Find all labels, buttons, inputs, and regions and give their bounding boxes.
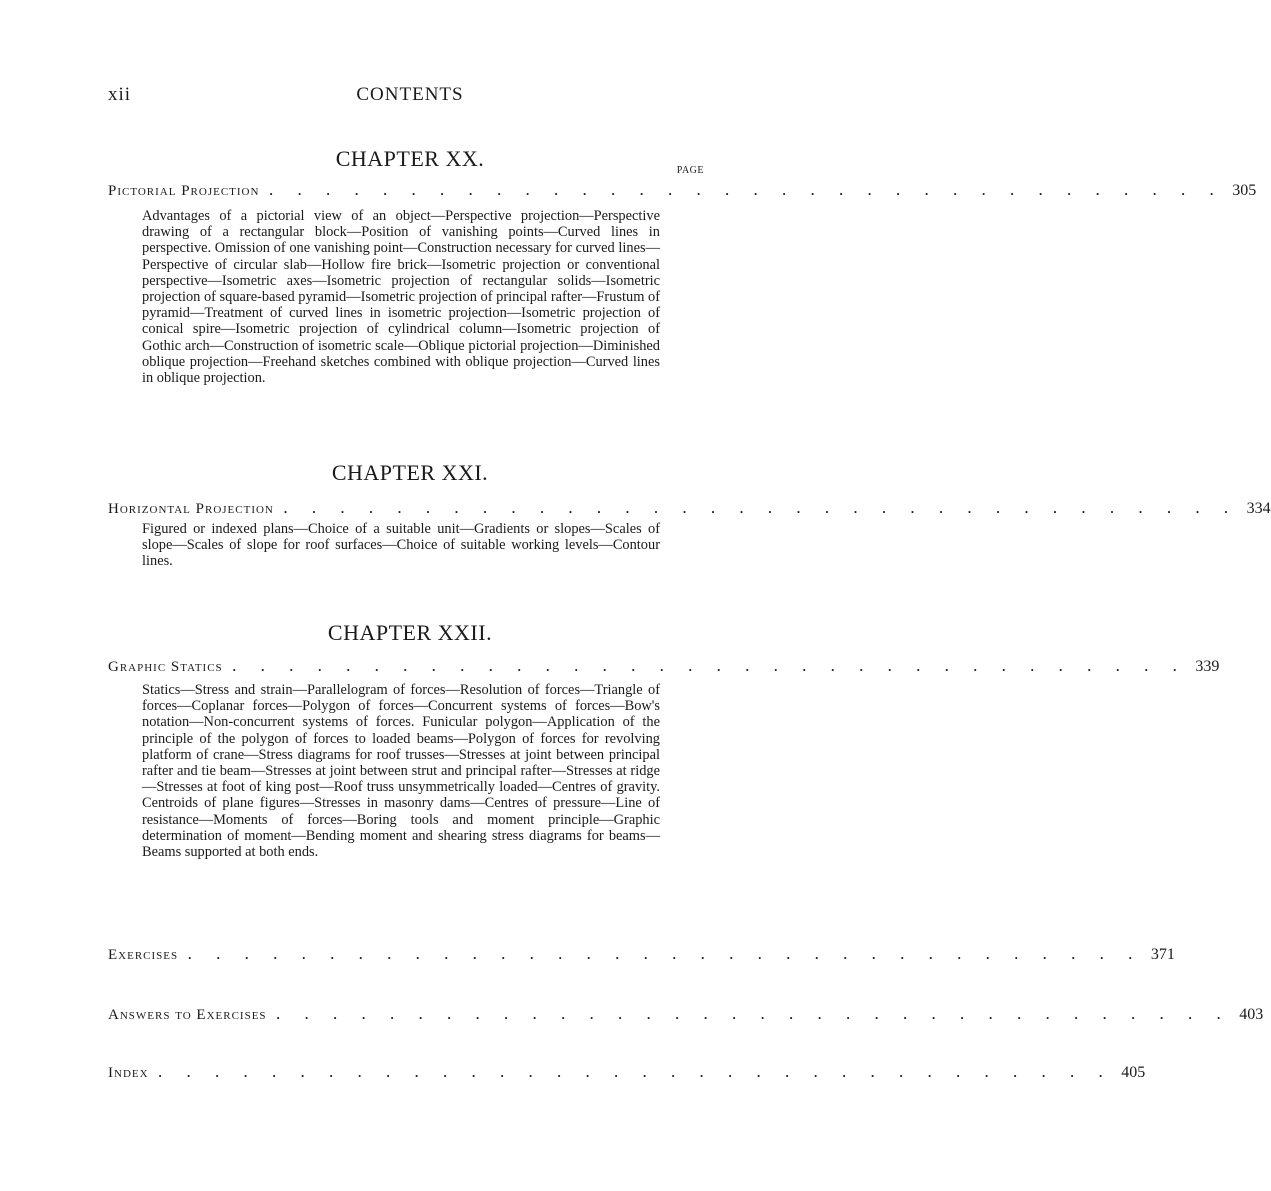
toc-entry-title: Pictorial Projection xyxy=(108,183,260,199)
toc-entry-title: Index xyxy=(108,1065,149,1081)
toc-entry[interactable] xyxy=(108,182,1257,204)
running-head: CONTENTS xyxy=(356,84,464,105)
dot-leader: . . . . . . . . . . . . . . . . . . . . . . . . . . . . . . . . . . xyxy=(283,501,1239,516)
chapter-summary: Advantages of a pictorial view of an object—Perspective projection—Perspective drawing of a rectangular block—Position of vanishing points—Curved lines in perspective. Omission of one vanishing point—Construction necessary for curved lines—Perspective of circular slab—Hollow fire brick—Isometric projection or conventional perspective—Isometric axes—Isometric projection of rectangular solids—Isometric projection of square-based pyramid—Isometric projection of principal rafter—Frustum of pyramid—Treatment of curved lines in isometric projection—Isometric projection of conical spire—Isometric projection of cylindrical column—Isometric projection of Gothic arch—Construction of isometric scale—Oblique pictorial projection—Diminished oblique projection—Freehand sketches combined with oblique projection—Curved lines in oblique projection. xyxy=(142,208,660,387)
toc-entry-page: 305 xyxy=(1232,182,1257,199)
toc-entry-exercises[interactable] xyxy=(108,946,1175,968)
toc-entry-title: Exercises xyxy=(108,947,179,963)
toc-entry-title: Horizontal Projection xyxy=(108,501,274,517)
chapter-heading: CHAPTER XX. xyxy=(335,146,485,171)
toc-entry-page: 371 xyxy=(1150,946,1175,963)
folio: xii xyxy=(108,84,132,105)
chapter-summary: Statics—Stress and strain—Parallelogram of forces—Resolution of forces—Triangle of forces—Coplanar forces—Polygon of forces—Concurrent systems of forces—Bow's notation—Non-concurrent systems of forces. Funicular polygon—Application of the principle of the polygon of forces to loaded beams—Polygon of forces for revolving platform of crane—Stress diagrams for roof trusses—Stresses at joint between principal rafter and tie beam—Stresses at joint between strut and principal rafter—Stresses at ridge—Stresses at foot of king post—Roof truss unsymmetrically loaded—Centres of gravity. Centroids of plane figures—Stresses in masonry dams—Centres of pressure—Line of resistance—Moments of forces—Boring tools and moment principle—Graphic determination of moment—Bending moment and shearing stress diagrams for beams—Beams supported at both ends. xyxy=(142,682,660,861)
toc-entry-page: 334 xyxy=(1246,500,1271,517)
toc-entry-index[interactable] xyxy=(108,1064,1146,1086)
dot-leader: . . . . . . . . . . . . . . . . . . . . . . . . . . . . . . . . . . xyxy=(158,1065,1114,1080)
toc-entry-title: Graphic Statics xyxy=(108,659,223,675)
toc-entry-page: 403 xyxy=(1239,1006,1264,1023)
toc-entry[interactable] xyxy=(108,500,1271,522)
dot-leader: . . . . . . . . . . . . . . . . . . . . . . . . . . . . . . . . . . xyxy=(188,947,1143,962)
chapter-heading: CHAPTER XXII. xyxy=(327,620,493,645)
toc-entry-page: 339 xyxy=(1195,658,1220,675)
dot-leader: . . . . . . . . . . . . . . . . . . . . . . . . . . . . . . . . . . xyxy=(276,1007,1232,1022)
toc-entry-page: 405 xyxy=(1121,1064,1146,1081)
dot-leader: . . . . . . . . . . . . . . . . . . . . . . . . . . . . . . . . . . xyxy=(232,659,1188,674)
dot-leader: . . . . . . . . . . . . . . . . . . . . . . . . . . . . . . . . . . xyxy=(269,183,1225,198)
toc-entry-answers[interactable] xyxy=(108,1006,1264,1028)
toc-entry[interactable] xyxy=(108,658,1220,680)
toc-entry-title: Answers to Exercises xyxy=(108,1007,267,1023)
chapter-heading: CHAPTER XXI. xyxy=(331,460,489,485)
chapter-summary: Figured or indexed plans—Choice of a suitable unit—Gradients or slopes—Scales of slope—Scales of slope for roof surfaces—Choice of suitable working levels—Contour lines. xyxy=(142,521,660,570)
page-column-label: PAGE xyxy=(676,165,704,176)
